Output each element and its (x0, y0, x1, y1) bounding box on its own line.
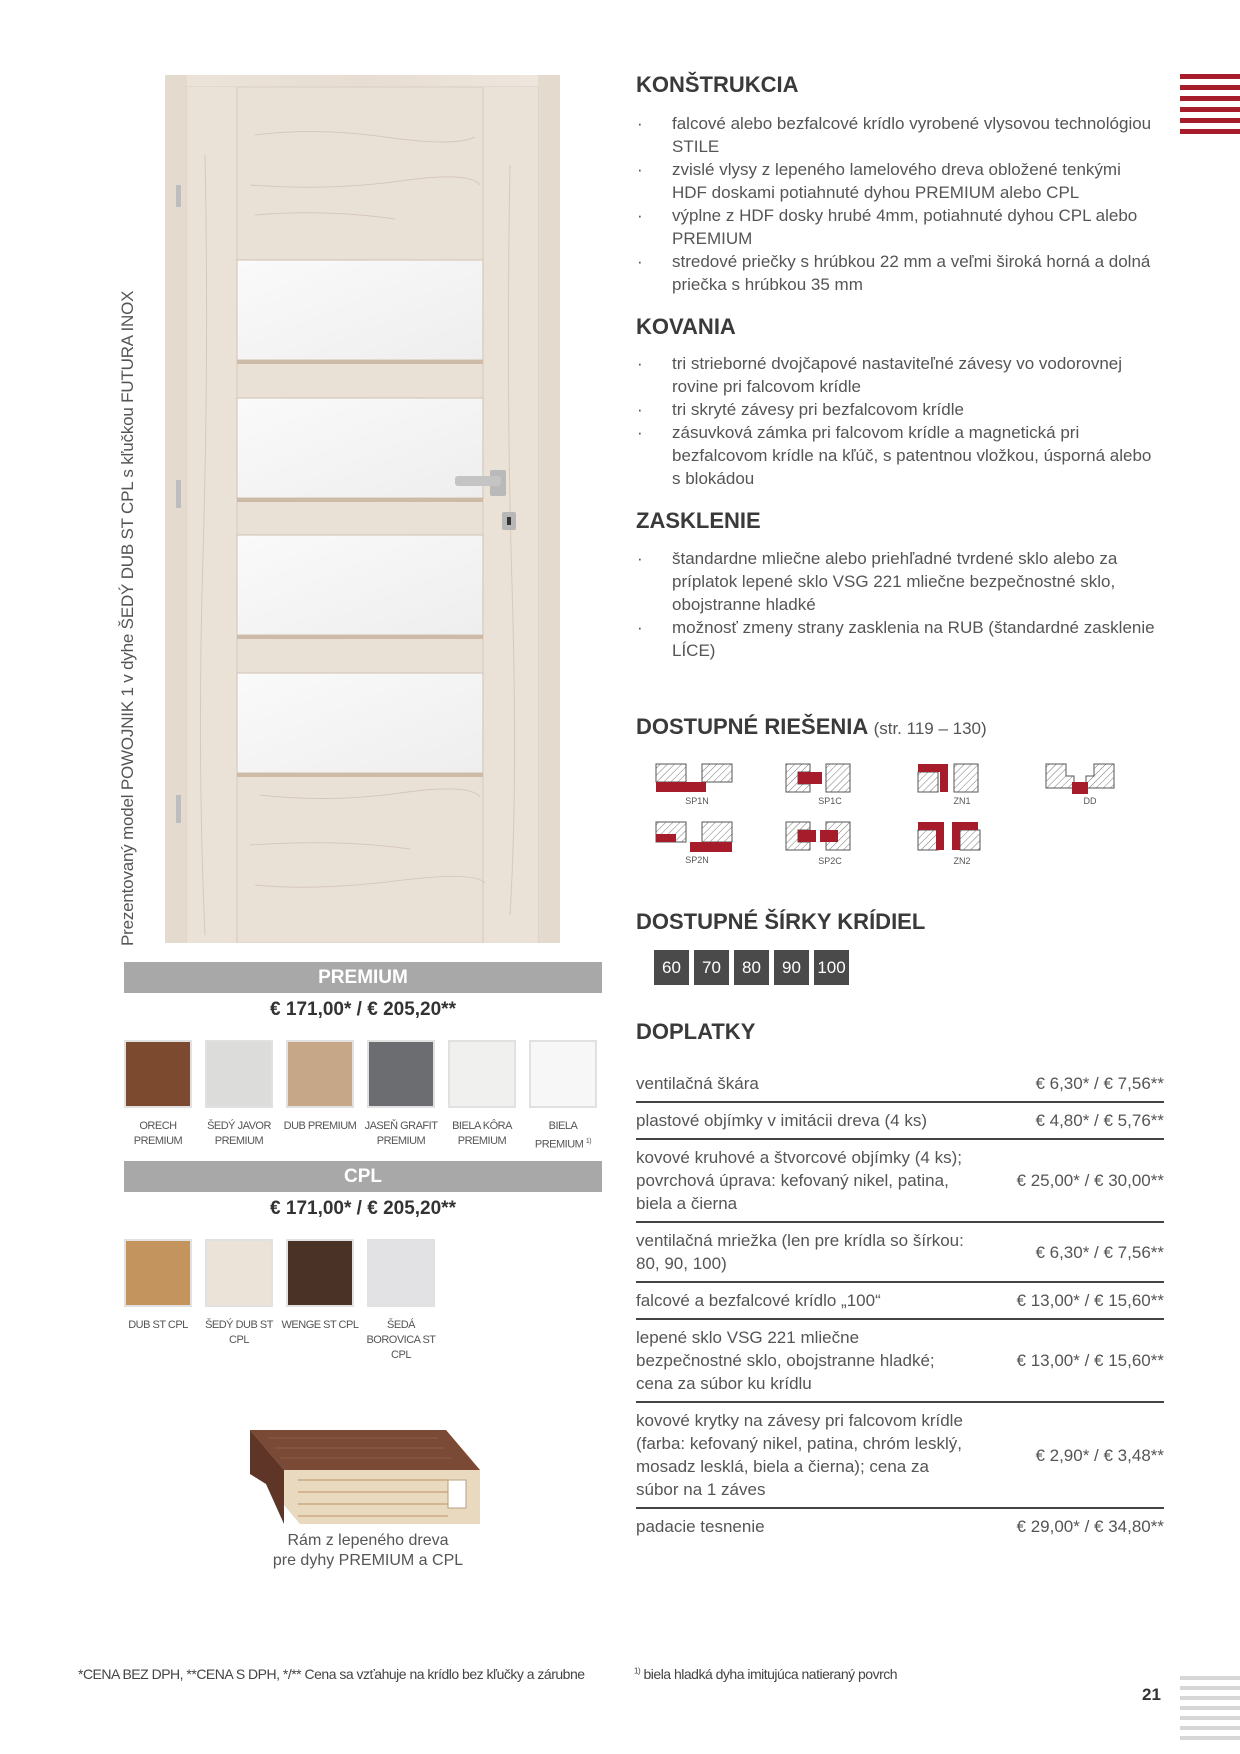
red-stripes-decoration (1180, 74, 1240, 140)
surcharge-price: € 6,30* / € 7,56** (966, 1066, 1164, 1102)
swatch-seda-borovica-st-cpl[interactable] (367, 1239, 435, 1307)
diagram-label: DD (1083, 796, 1097, 806)
diagram-sp2n (656, 822, 732, 852)
page-number: 21 (1142, 1685, 1161, 1704)
kovania-title: KOVANIA (636, 314, 736, 339)
door-image (165, 75, 560, 943)
width-90[interactable]: 90 (774, 950, 809, 985)
list-item: · možnosť zmeny strany zasklenia na RUB (štandardné zasklenie LÍCE) (636, 616, 1156, 662)
swatch-label: BIELA KÔRA PREMIUM (452, 1120, 512, 1147)
footer-price-note: *CENA BEZ DPH, **CENA S DPH, */** Cena sa vzťahuje na krídlo bez kľučky a zárubne (78, 1666, 585, 1682)
surcharge-price: € 13,00* / € 15,60** (966, 1282, 1164, 1319)
diagram-label: ZN2 (953, 856, 971, 866)
swatch-sedy-dub-st-cpl[interactable] (205, 1239, 273, 1307)
diagram-label: SP1C (818, 796, 842, 806)
zasklenie-list (636, 547, 1156, 662)
list-item: · zvislé vlysy z lepeného lamelového dreva obložené tenkými HDF doskami potiahnuté dyhou PREMIUM alebo CPL (636, 158, 1156, 204)
frame-profile-image (248, 1428, 488, 1528)
list-item: · výplne z HDF dosky hrubé 4mm, potiahnuté dyhou CPL alebo PREMIUM (636, 204, 1156, 250)
diagram-zn1 (918, 764, 978, 792)
doplatky-title: DOPLATKY (636, 1019, 756, 1044)
list-item: · falcové alebo bezfalcové krídlo vyrobené vlysovou technológiou STILE (636, 112, 1156, 158)
konstrukcia-title: KONŠTRUKCIA (636, 72, 799, 97)
zasklenie-title: ZASKLENIE (636, 508, 761, 533)
frame-caption: Rám z lepeného dreva pre dyhy PREMIUM a CPL (272, 1532, 464, 1569)
surcharge-name: ventilačná škára (636, 1066, 966, 1102)
surcharge-name: plastové objímky v imitácii dreva (4 ks) (636, 1102, 966, 1139)
swatch-label: ŠEDÝ JAVOR PREMIUM (207, 1120, 271, 1147)
surcharge-price: € 2,90* / € 3,48** (966, 1402, 1164, 1508)
surcharge-price: € 29,00* / € 34,80** (1016, 1517, 1164, 1536)
diagram-label: SP2N (685, 855, 709, 865)
list-item: · tri skryté závesy pri bezfalcovom krídle (636, 398, 1156, 421)
surcharge-name: falcové a bezfalcové krídlo „100“ (636, 1282, 966, 1319)
footer-footnote: $^{1)}$ biela hladká dyha imitujúca natieraný povrch (634, 1666, 898, 1682)
table-row (636, 1102, 1164, 1139)
diagram-sp2c (786, 822, 850, 850)
surcharge-name: kovové krytky na závesy pri falcovom krídle (farba: kefovaný nikel, patina, chróm lesklý, mosadz lesklá, biela a čierna); cena za súbor na 1 záves (636, 1402, 966, 1508)
diagram-sp1c (786, 764, 850, 792)
width-70[interactable]: 70 (694, 950, 729, 985)
swatch-label: BIELA PREMIUM $^{1)}$ (534, 1120, 592, 1151)
surcharge-name: lepené sklo VSG 221 mliečne bezpečnostné sklo, obojstranne hladké; cena za súbor ku krídlu (636, 1319, 966, 1402)
surcharge-name: padacie tesnenie (636, 1517, 765, 1536)
swatch-orech[interactable] (124, 1040, 192, 1108)
list-item: · stredové priečky s hrúbkou 22 mm a veľmi široká horná a dolná priečka s hrúbkou 35 mm (636, 250, 1156, 296)
swatch-biela[interactable] (529, 1040, 597, 1108)
table-row (636, 1139, 1164, 1222)
swatch-label: WENGE ST CPL (281, 1319, 359, 1331)
premium-bar: PREMIUM (124, 962, 602, 993)
konstrukcia-list (636, 112, 1156, 296)
surcharges-table (636, 1066, 1164, 1544)
surcharge-name: kovové kruhové a štvorcové objímky (4 ks); povrchová úprava: kefovaný nikel, patina, biela a čierna (636, 1139, 966, 1222)
diagram-label: SP2C (818, 856, 842, 866)
riesenia-pages: (str. 119 – 130) (873, 719, 987, 738)
swatch-wenge-st-cpl[interactable] (286, 1239, 354, 1307)
swatch-label: JASEŇ GRAFIT PREMIUM (364, 1120, 438, 1147)
swatch-biela-kora[interactable] (448, 1040, 516, 1108)
width-100[interactable]: 100 (814, 950, 849, 985)
table-row (636, 1508, 1164, 1544)
diagram-dd (1046, 764, 1114, 794)
table-row (636, 1282, 1164, 1319)
swatch-label: ORECH PREMIUM (133, 1120, 183, 1147)
width-options (654, 950, 849, 985)
swatch-sedy-javor[interactable] (205, 1040, 273, 1108)
model-caption: Prezentovaný model POWOJNIK 1 v dyhe ŠEDÝ DUB ST CPL s kľučkou FUTURA INOX (118, 290, 137, 946)
surcharge-price: € 4,80* / € 5,76** (966, 1102, 1164, 1139)
swatch-label: DUB ST CPL (128, 1319, 188, 1331)
diagram-label: SP1N (685, 796, 709, 806)
swatch-label: ŠEDÝ DUB ST CPL (205, 1319, 273, 1346)
swatch-label: ŠEDÁ BOROVICA ST CPL (366, 1319, 436, 1361)
list-item: · tri strieborné dvojčapové nastaviteľné závesy vo vodorovnej rovine pri falcovom krídle (636, 352, 1156, 398)
swatch-dub-st-cpl[interactable] (124, 1239, 192, 1307)
diagram-zn2 (918, 822, 980, 850)
swatch-jasen-grafit[interactable] (367, 1040, 435, 1108)
premium-price: € 171,00* / € 205,20** (270, 999, 456, 1020)
width-60[interactable]: 60 (654, 950, 689, 985)
riesenia-title: DOSTUPNÉ RIEŠENIA (str. 119 – 130) (636, 714, 987, 739)
surcharge-price: € 13,00* / € 15,60** (966, 1319, 1164, 1402)
diagram-sp1n (656, 764, 732, 792)
table-row (636, 1402, 1164, 1508)
sirky-title: DOSTUPNÉ ŠÍRKY KRÍDIEL (636, 909, 926, 934)
cpl-bar: CPL (124, 1161, 602, 1192)
surcharge-name: ventilačná mriežka (len pre krídla so šírkou: 80, 90, 100) (636, 1222, 966, 1282)
surcharge-price: € 25,00* / € 30,00** (966, 1139, 1164, 1222)
kovania-list (636, 352, 1156, 490)
diagram-label: ZN1 (953, 796, 971, 806)
surcharge-price: € 6,30* / € 7,56** (966, 1222, 1164, 1282)
swatch-dub[interactable] (286, 1040, 354, 1108)
grey-stripes-decoration (1180, 1676, 1240, 1746)
list-item: · zásuvková zámka pri falcovom krídle a magnetická pri bezfalcovom krídle na kľúč, s patentnou vložkou, úsporná alebo s blokádou (636, 421, 1156, 490)
swatch-label: DUB PREMIUM (283, 1120, 357, 1132)
table-row (636, 1066, 1164, 1102)
table-row (636, 1222, 1164, 1282)
cpl-price: € 171,00* / € 205,20** (270, 1198, 456, 1219)
list-item: · štandardne mliečne alebo priehľadné tvrdené sklo alebo za príplatok lepené sklo VSG 221 mliečne bezpečnostné sklo, obojstranne hladké (636, 547, 1156, 616)
table-row (636, 1319, 1164, 1402)
width-80[interactable]: 80 (734, 950, 769, 985)
